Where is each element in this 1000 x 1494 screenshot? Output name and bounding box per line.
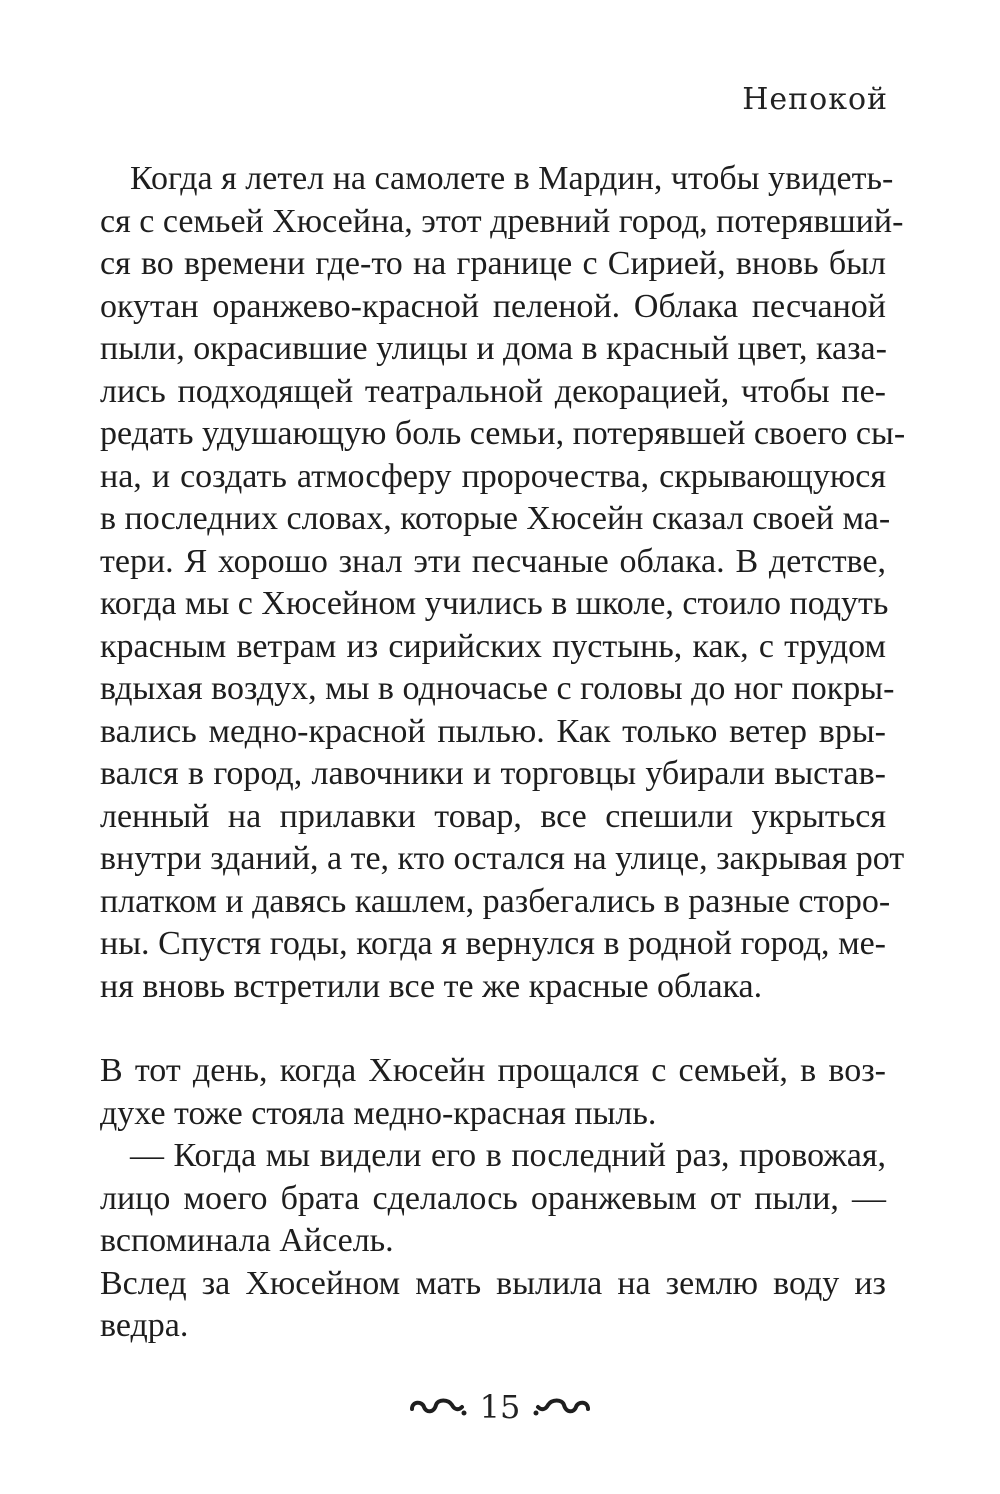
text-line: пыли, окрасившие улицы и дома в красный цвет, каза-	[100, 330, 887, 367]
text-line: ся с семьей Хюсейна, этот древний город, потерявший-	[100, 202, 904, 240]
text-line: В тот день, когда Хюсейн прощался с семьей, в воз-	[100, 1052, 886, 1089]
text-line: вспоминала Айсель.	[100, 1222, 394, 1259]
text-line: лицо моего брата сделалось оранжевым от пыли, —	[100, 1179, 886, 1217]
text-line: ленный на прилавки товар, все спешили укрыться	[100, 797, 886, 835]
page-number: 15	[479, 1388, 521, 1426]
page-footer	[0, 1388, 1000, 1426]
swirl-ornament-right-icon	[532, 1391, 592, 1423]
text-line: когда мы с Хюсейном учились в школе, стоило подуть	[100, 585, 889, 622]
text-line: в последних словах, которые Хюсейн сказал своей ма-	[100, 500, 891, 537]
paragraph	[100, 158, 906, 1008]
text-line: вался в город, лавочники и торговцы убирали выстав-	[100, 755, 886, 792]
text-line: платком и давясь кашлем, разбегались в разные сторо-	[100, 882, 891, 920]
text-line: ня вновь встретили все те же красные облака.	[100, 967, 763, 1005]
swirl-ornament-left-icon	[408, 1391, 468, 1423]
running-header: Непокой	[742, 82, 888, 117]
text-line: духе тоже стояла медно-красная пыль.	[100, 1094, 657, 1132]
text-line: Когда я летел на самолете в Мардин, чтобы увидеть-	[130, 160, 894, 197]
text-line: тери. Я хорошо знал эти песчаные облака. В детстве,	[100, 542, 886, 580]
text-line: Вслед за Хюсейном мать вылила на землю воду из	[100, 1264, 886, 1302]
text-line: ся во времени где-то на границе с Сирией, вновь был	[100, 245, 886, 282]
text-line: вдыхая воздух, мы в одночасье с головы до ног покры-	[100, 670, 895, 707]
text-line: вались медно-красной пылью. Как только ветер вры-	[100, 712, 886, 750]
paragraph	[100, 1263, 886, 1348]
text-line: — Когда мы видели его в последний раз, провожая,	[130, 1137, 886, 1174]
text-line: ны. Спустя годы, когда я вернулся в родной город, ме-	[100, 925, 886, 962]
text-line: красным ветрам из сирийских пустынь, как, с трудом	[100, 627, 886, 665]
text-line: внутри зданий, а те, кто остался на улице, закрывая рот	[100, 840, 905, 877]
text-line: окутан оранжево-красной пеленой. Облака песчаной	[100, 287, 886, 325]
text-line: на, и создать атмосферу пророчества, скрывающуюся	[100, 457, 886, 495]
text-line: редать удушающую боль семьи, потерявшей своего сы-	[100, 415, 906, 452]
text-line: лись подходящей театральной декорацией, чтобы пе-	[100, 372, 886, 410]
paragraph	[100, 1135, 886, 1263]
text-line: ведра.	[100, 1307, 189, 1344]
body-text	[100, 158, 906, 1348]
paragraph	[100, 1050, 886, 1135]
section-break	[100, 1008, 886, 1050]
